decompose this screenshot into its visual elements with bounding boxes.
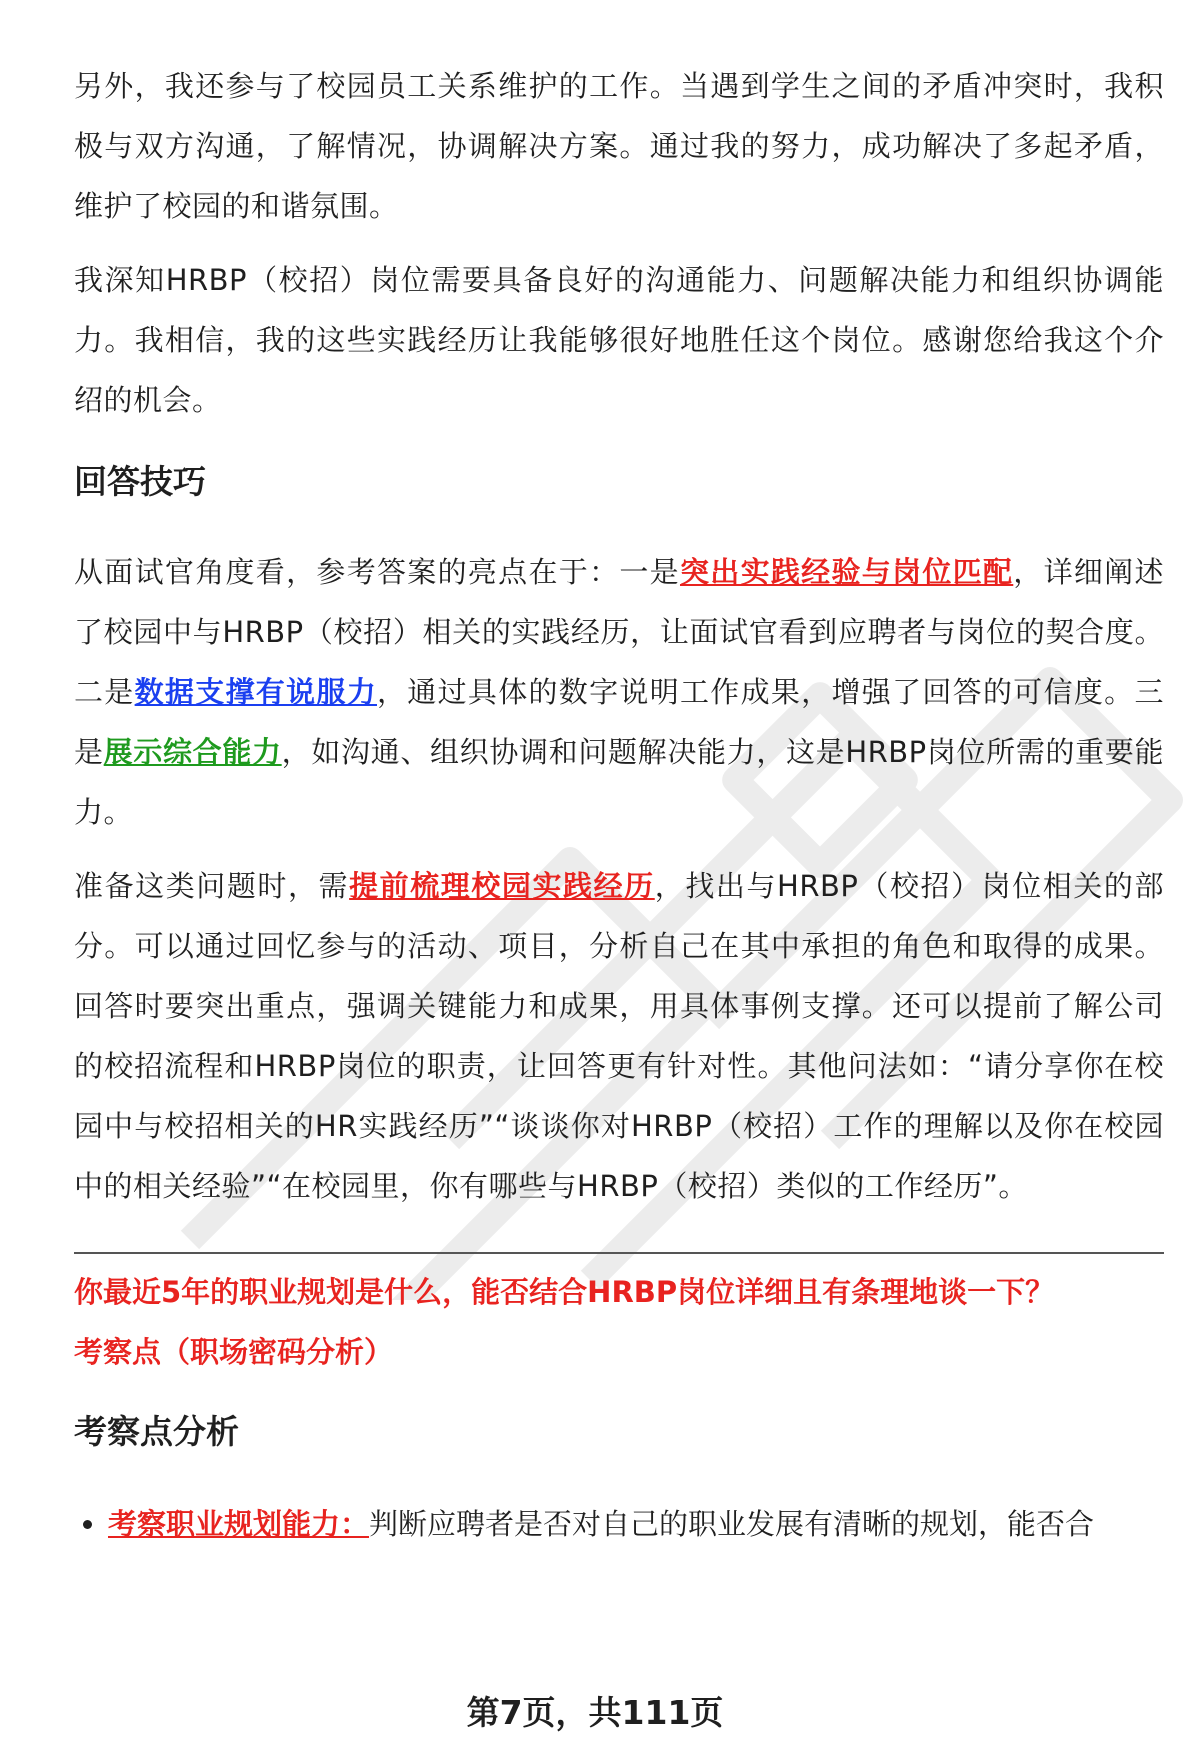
highlight-green: 展示综合能力	[103, 735, 282, 769]
bullet-text: 判断应聘者是否对自己的职业发展有清晰的规划，能否合	[369, 1507, 1095, 1541]
page-number: 第7页，共111页	[466, 1693, 724, 1732]
highlight-red: 提前梳理校园实践经历	[349, 869, 655, 903]
section-heading-analysis: 考察点分析	[74, 1412, 239, 1451]
highlight-red: 突出实践经验与岗位匹配	[679, 555, 1014, 589]
question-subtitle: 考察点（职场密码分析）	[74, 1335, 394, 1369]
section-divider	[74, 1252, 1164, 1254]
text-segment: 准备这类问题时，需	[74, 869, 350, 903]
paragraph-answer-highlights	[74, 542, 1164, 842]
paragraph-2: 我深知HRBP（校招）岗位需要具备良好的沟通能力、问题解决能力和组织协调能力。我相信，我的这些实践经历让我能够很好地胜任这个岗位。感谢您给我这个介绍的机会。	[74, 263, 1164, 417]
analysis-bullet-list	[74, 1494, 1164, 1554]
text-segment: 从面试官角度看，参考答案的亮点在于：一是	[74, 555, 680, 589]
list-item	[108, 1494, 1164, 1554]
paragraph-1: 另外，我还参与了校园员工关系维护的工作。当遇到学生之间的矛盾冲突时，我积极与双方沟通，了解情况，协调解决方案。通过我的努力，成功解决了多起矛盾，维护了校园的和谐氛围。	[74, 69, 1164, 223]
section-heading-answer-tips: 回答技巧	[74, 462, 206, 501]
text-segment: ，找出与HRBP（校招）岗位相关的部分。可以通过回忆参与的活动、项目，分析自己在其中承担的角色和取得的成果。回答时要突出重点，强调关键能力和成果，用具体事例支撑。还可以提前了解公司的校招流程和HRBP岗位的职责，让回答更有针对性。其他问法如：“请分享你在校园中与校招相关的HR实践经历”“谈谈你对HRBP（校招）工作的理解以及你在校园中的相关经验”“在校园里，你有哪些与HRBP（校招）类似的工作经历”。	[74, 869, 1164, 1203]
highlight-blue: 数据支撑有说服力	[134, 675, 377, 709]
text-segment: ，通过具体的数字说明工作成果，增强了回答的可信度。三是	[74, 675, 1164, 769]
question-title: 你最近5年的职业规划是什么，能否结合HRBP岗位详细且有条理地谈一下？	[74, 1275, 1055, 1309]
main-content	[74, 56, 1164, 1554]
bullet-label: 考察职业规划能力：	[108, 1507, 370, 1541]
text-segment: ，如沟通、组织协调和问题解决能力，这是HRBP岗位所需的重要能力。	[74, 735, 1164, 829]
text-segment: ，详细阐述了校园中与HRBP（校招）相关的实践经历，让面试官看到应聘者与岗位的契合度。二是	[74, 555, 1164, 709]
paragraph-preparation	[74, 856, 1164, 1216]
